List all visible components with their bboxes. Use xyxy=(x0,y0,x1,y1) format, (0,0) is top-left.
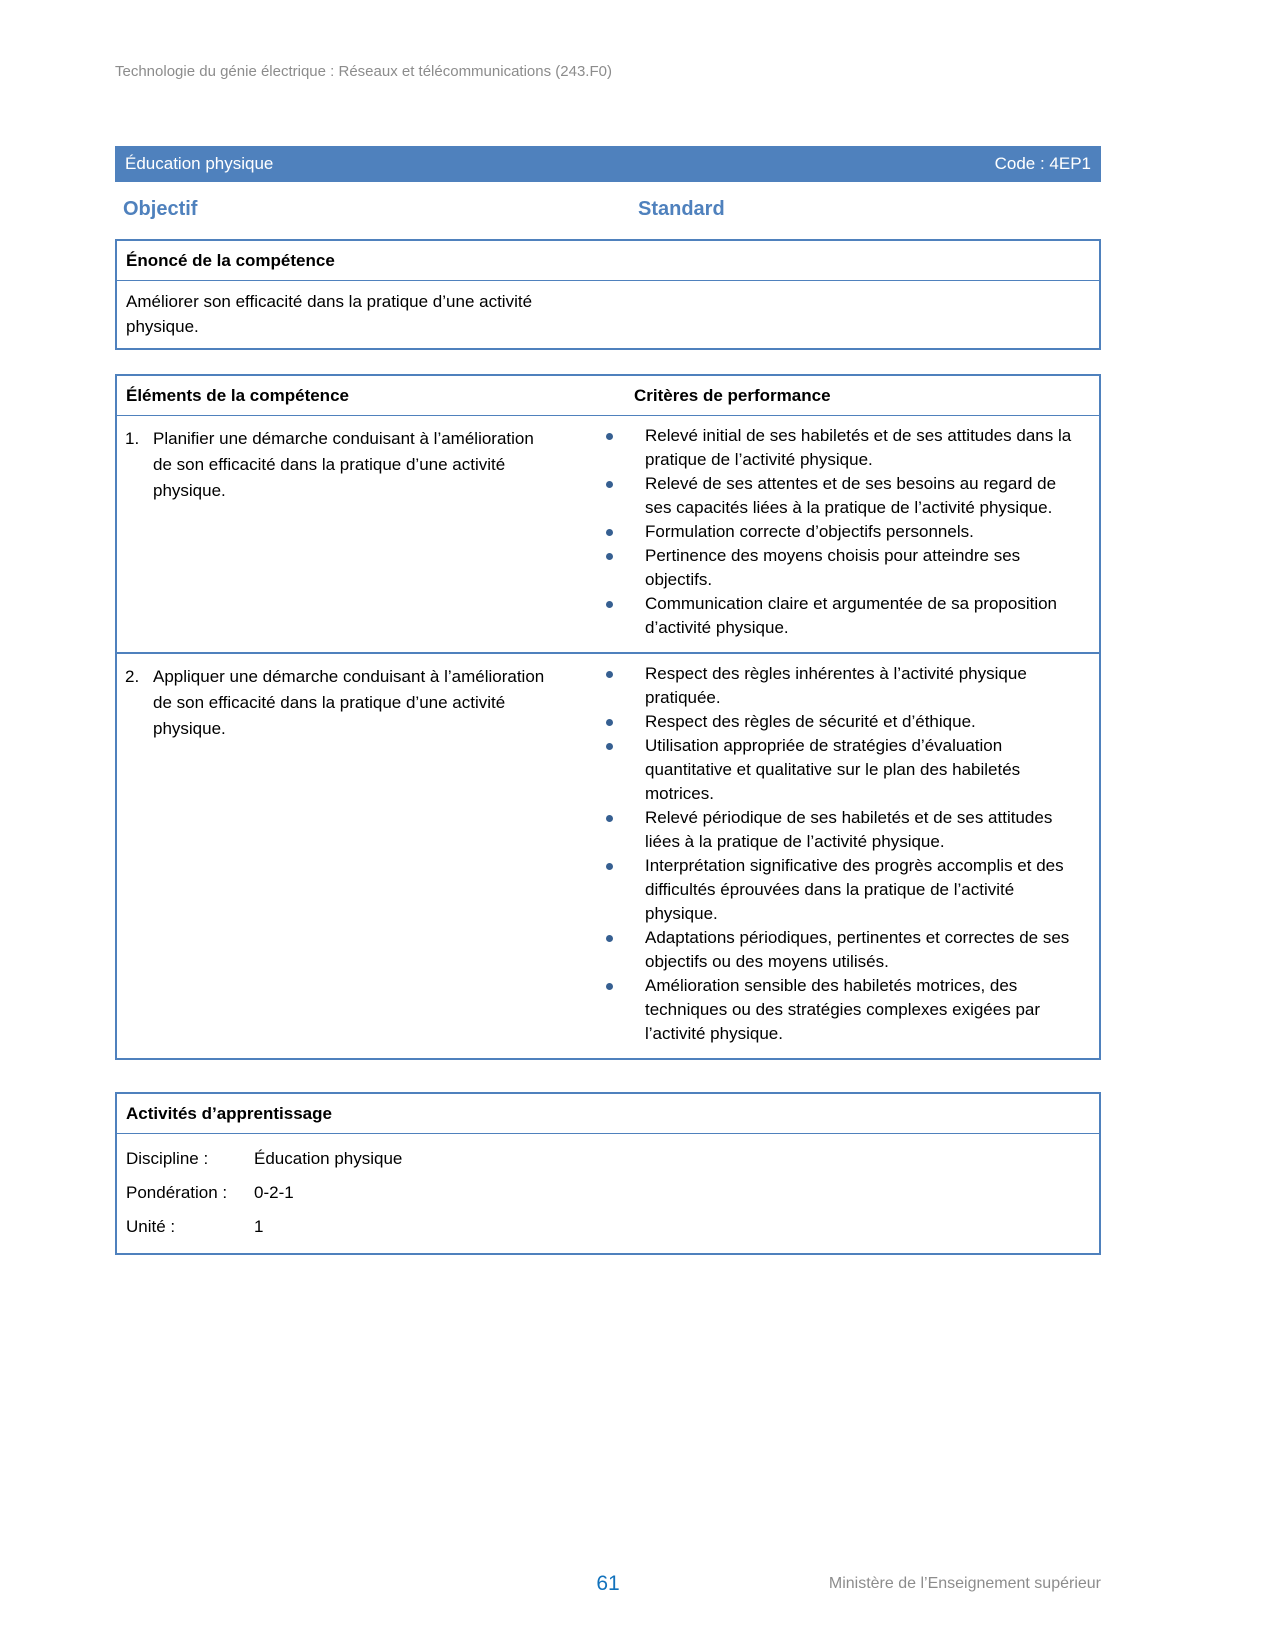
bullet-icon xyxy=(606,719,613,726)
criteria-cell xyxy=(600,654,1099,1058)
enonce-title: Énoncé de la compétence xyxy=(117,241,1099,281)
criteria-item: Amélioration sensible des habiletés motrices, des techniques ou des stratégies complexes exigées par l’activité physique. xyxy=(600,974,1091,1046)
document-header: Technologie du génie électrique : Réseaux et télécommunications (243.F0) xyxy=(115,63,612,80)
field-value: Éducation physique xyxy=(254,1149,403,1168)
activities-box xyxy=(115,1092,1101,1255)
activities-title: Activités d’apprentissage xyxy=(117,1094,1099,1134)
table-header-criteres: Critères de performance xyxy=(634,386,831,405)
page-footer xyxy=(115,1568,1101,1600)
page-number: 61 xyxy=(596,1572,620,1595)
criteria-item: Relevé de ses attentes et de ses besoins au regard de ses capacités liées à la pratique de l’activité physique. xyxy=(600,472,1091,520)
bullet-icon xyxy=(606,601,613,608)
bullet-icon xyxy=(606,815,613,822)
bullet-icon xyxy=(606,983,613,990)
bullet-icon xyxy=(606,481,613,488)
criteria-list xyxy=(600,424,1091,640)
table-header-row xyxy=(117,376,1099,416)
field-value: 0-2-1 xyxy=(254,1183,294,1202)
field-discipline xyxy=(126,1142,1090,1176)
element-cell xyxy=(117,416,600,652)
criteria-list xyxy=(600,662,1091,1046)
criteria-item: Respect des règles de sécurité et d’éthique. xyxy=(600,710,1091,734)
activities-body xyxy=(117,1134,1099,1253)
element-number: 1. xyxy=(125,429,140,448)
field-value: 1 xyxy=(254,1217,264,1236)
criteria-item: Communication claire et argumentée de sa proposition d’activité physique. xyxy=(600,592,1091,640)
bullet-icon xyxy=(606,671,613,678)
banner-title: Éducation physique xyxy=(125,154,274,173)
bullet-icon xyxy=(606,743,613,750)
bullet-icon xyxy=(606,935,613,942)
heading-objectif: Objectif xyxy=(123,198,198,220)
table-header-elements: Éléments de la compétence xyxy=(126,386,349,405)
field-label: Discipline : xyxy=(126,1149,209,1168)
field-label: Pondération : xyxy=(126,1183,228,1202)
field-label: Unité : xyxy=(126,1217,176,1236)
criteria-item: Interprétation significative des progrès accomplis et des difficultés éprouvées dans la pratique de l’activité physique. xyxy=(600,854,1091,926)
enonce-text: Améliorer son efficacité dans la pratique d’une activité physique. xyxy=(126,292,533,336)
element-text: Appliquer une démarche conduisant à l’amélioration de son efficacité dans la pratique d’une activité physique. xyxy=(153,667,545,738)
element-cell xyxy=(117,654,600,1058)
bullet-icon xyxy=(606,529,613,536)
column-headings xyxy=(115,198,1101,221)
competence-table xyxy=(115,374,1101,1060)
enonce-body xyxy=(117,281,1099,348)
field-ponderation xyxy=(126,1176,1090,1210)
criteria-item: Adaptations périodiques, pertinentes et correctes de ses objectifs ou des moyens utilisés. xyxy=(600,926,1091,974)
element-text: Planifier une démarche conduisant à l’amélioration de son efficacité dans la pratique d’une activité physique. xyxy=(153,429,534,500)
field-unite xyxy=(126,1210,1090,1244)
ministry-label: Ministère de l’Enseignement supérieur xyxy=(828,1575,1101,1592)
bullet-icon xyxy=(606,433,613,440)
criteria-item: Formulation correcte d’objectifs personnels. xyxy=(600,520,1091,544)
banner-code: Code : 4EP1 xyxy=(994,154,1091,173)
section-banner xyxy=(115,146,1101,182)
bullet-icon xyxy=(606,863,613,870)
table-row xyxy=(117,416,1099,652)
criteria-cell xyxy=(600,416,1099,652)
criteria-item: Relevé périodique de ses habiletés et de ses attitudes liées à la pratique de l’activité physique. xyxy=(600,806,1091,854)
criteria-item: Relevé initial de ses habiletés et de ses attitudes dans la pratique de l’activité physique. xyxy=(600,424,1091,472)
criteria-item: Respect des règles inhérentes à l’activité physique pratiquée. xyxy=(600,662,1091,710)
page-content xyxy=(115,0,1101,1255)
table-row xyxy=(117,652,1099,1058)
heading-standard: Standard xyxy=(638,198,725,220)
enonce-box xyxy=(115,239,1101,350)
criteria-item: Pertinence des moyens choisis pour atteindre ses objectifs. xyxy=(600,544,1091,592)
criteria-item: Utilisation appropriée de stratégies d’évaluation quantitative et qualitative sur le plan des habiletés motrices. xyxy=(600,734,1091,806)
element-number: 2. xyxy=(125,667,140,686)
bullet-icon xyxy=(606,553,613,560)
